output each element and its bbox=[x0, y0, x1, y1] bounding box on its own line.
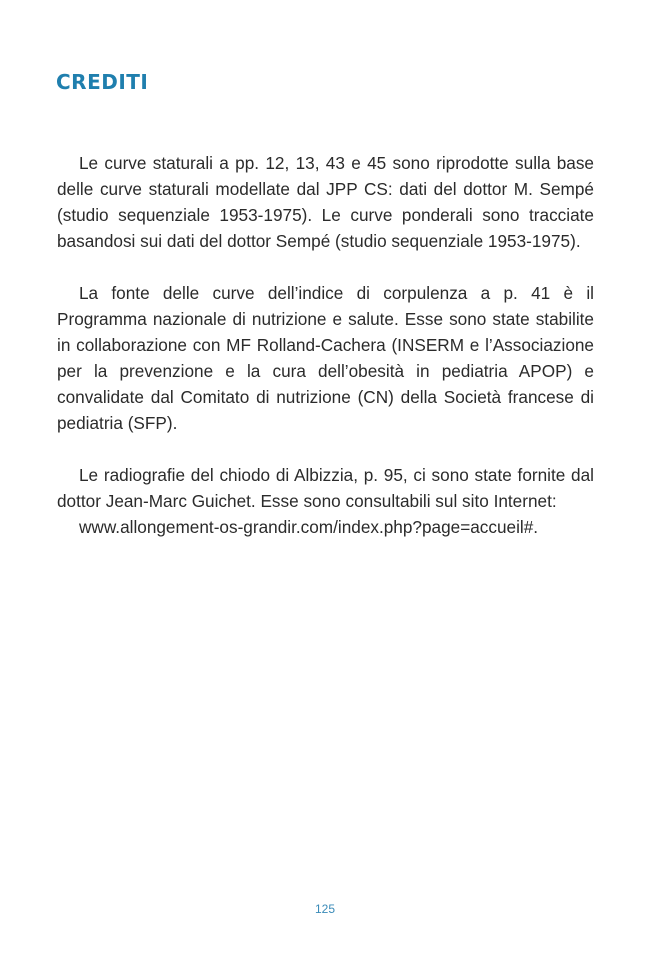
credits-body bbox=[57, 150, 594, 566]
paragraph-growth-curves: Le curve staturali a pp. 12, 13, 43 e 45 sono riprodotte sulla base delle curve staturali modellate dal JPP CS: dati del dottor M. Sempé (studio sequenziale 1953-1975). Le curve ponderali sono tracciate basandosi sui dati del dottor Sempé (studio sequenziale 1953-1975). bbox=[57, 153, 594, 251]
paragraph-radiographs-text: Le radiografie del chiodo di Albizzia, p. 95, ci sono state fornite dal dottor Jean-Marc Guichet. Esse sono consultabili sul sito Internet: bbox=[57, 465, 594, 511]
website-url: www.allongement-os-grandir.com/index.php?page=accueil#. bbox=[79, 517, 539, 537]
page-number: 125 bbox=[314, 902, 336, 916]
paragraph-corpulence-index: La fonte delle curve dell’indice di corpulenza a p. 41 è il Programma nazionale di nutrizione e salute. Esse sono state stabilite in collaborazione con MF Rolland-Cachera (INSERM e l’Associazione per la prevenzione e la cura dell’obesità in pediatria APOP) e convalidate dal Comitato di nutrizione (CN) della Società francese di pediatria (SFP). bbox=[57, 283, 594, 433]
paragraph-radiographs bbox=[57, 462, 594, 540]
page-title: CREDITI bbox=[56, 70, 149, 94]
